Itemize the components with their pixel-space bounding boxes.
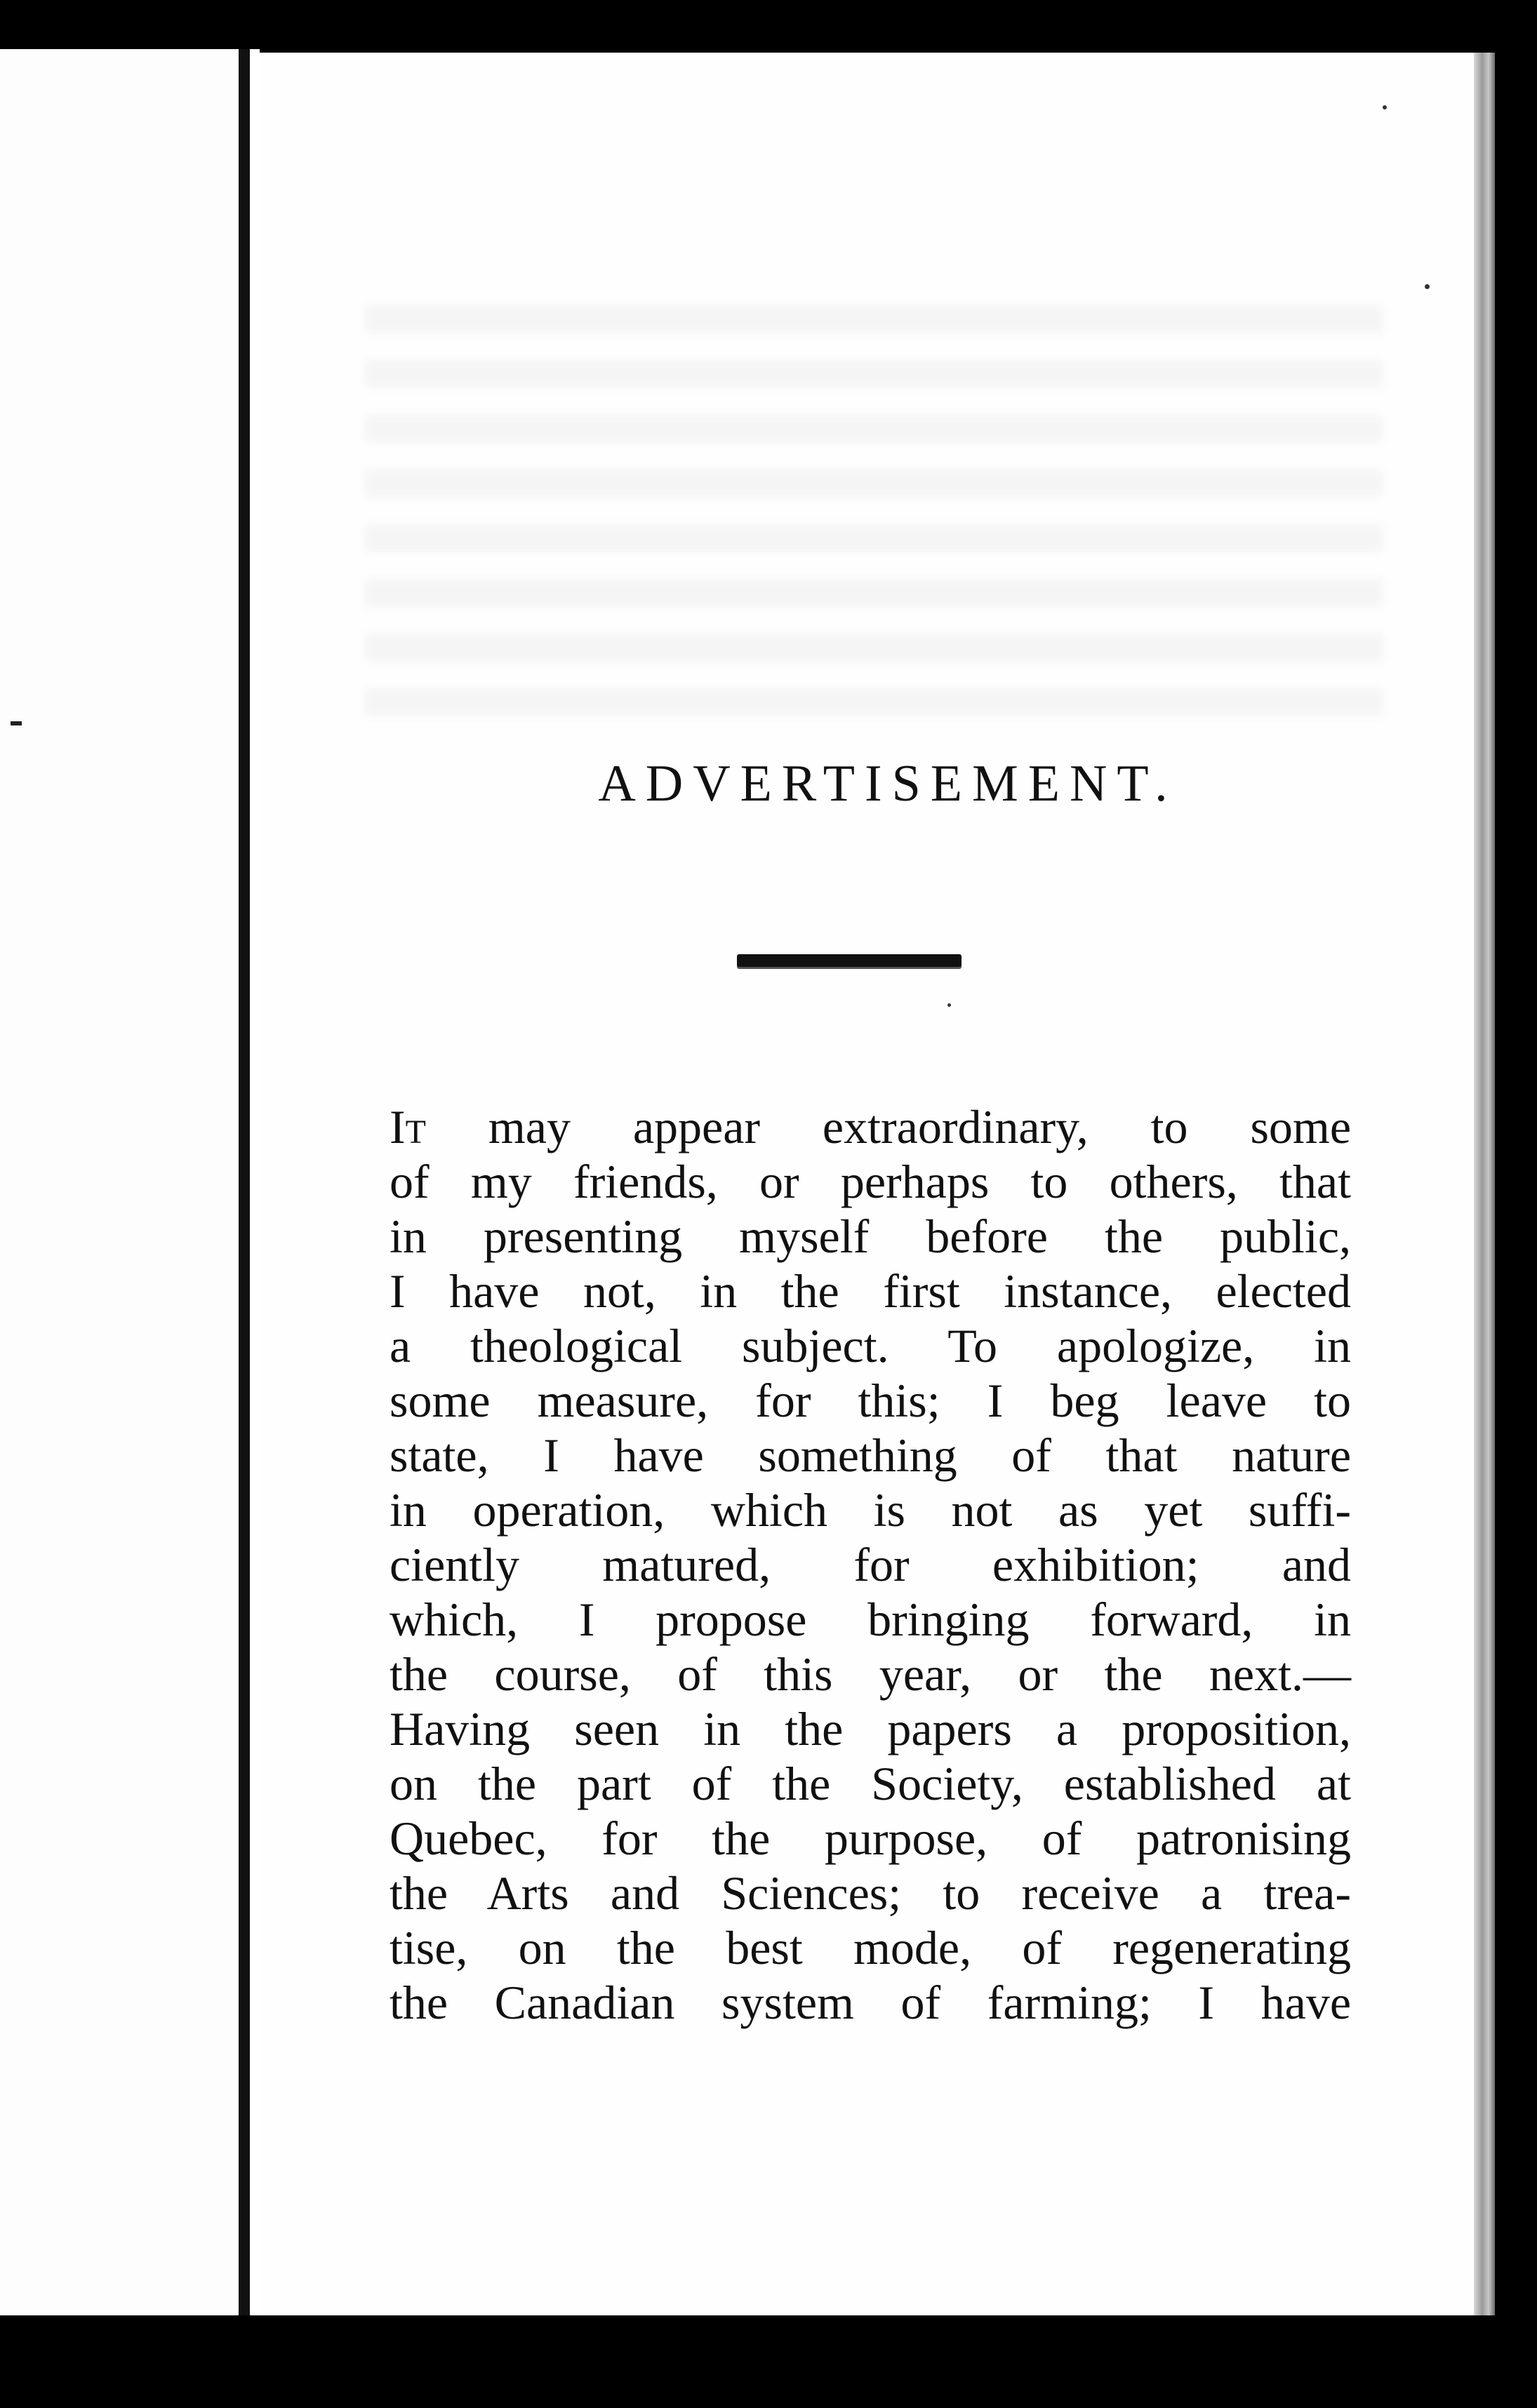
ink-speck: [1425, 284, 1430, 289]
text-line: tise, on the best mode, of regenerating: [390, 1921, 1351, 1974]
page-edge-shadow: [1474, 53, 1495, 2315]
text-line: a theological subject. To apologize, in: [390, 1319, 1351, 1372]
text-line: which, I propose bringing forward, in: [390, 1593, 1351, 1646]
text-line: the course, of this year, or the next.—: [390, 1647, 1351, 1701]
text-line: on the part of the Society, established at: [390, 1757, 1351, 1810]
text-line: Quebec, for the purpose, of patronising: [390, 1812, 1351, 1865]
line-text: may appear extraordinary, to some: [425, 1100, 1351, 1153]
text-line: the Arts and Sciences; to receive a trea-: [390, 1866, 1351, 1920]
gutter-rule: [239, 49, 250, 2315]
text-line: some measure, for this; I beg leave to: [390, 1374, 1351, 1427]
ink-speck: [947, 1003, 951, 1007]
text-line: state, I have something of that nature: [390, 1429, 1351, 1482]
initial-word: It: [390, 1100, 426, 1153]
ink-speck: [1383, 105, 1387, 109]
text-line: [390, 1099, 1351, 1154]
margin-mark: [11, 721, 22, 725]
right-page: [260, 53, 1474, 2315]
text-line: Having seen in the papers a proposition,: [390, 1702, 1351, 1755]
gutter-gap: [250, 49, 260, 2315]
text-line: in presenting myself before the public,: [390, 1210, 1351, 1263]
ornamental-rule: [737, 954, 962, 967]
text-line: of my friends, or perhaps to others, that: [390, 1155, 1351, 1208]
text-line: the Canadian system of farming; I have: [390, 1976, 1351, 2029]
text-line: I have not, in the first instance, elected: [390, 1264, 1351, 1318]
show-through-text: [365, 305, 1383, 740]
text-line: ciently matured, for exhibition; and: [390, 1538, 1351, 1591]
body-text: [390, 1099, 1351, 2030]
text-line: in operation, which is not as yet suffi-: [390, 1483, 1351, 1537]
page-heading: ADVERTISEMENT.: [598, 755, 1178, 812]
left-page-fragment: [0, 49, 239, 2315]
